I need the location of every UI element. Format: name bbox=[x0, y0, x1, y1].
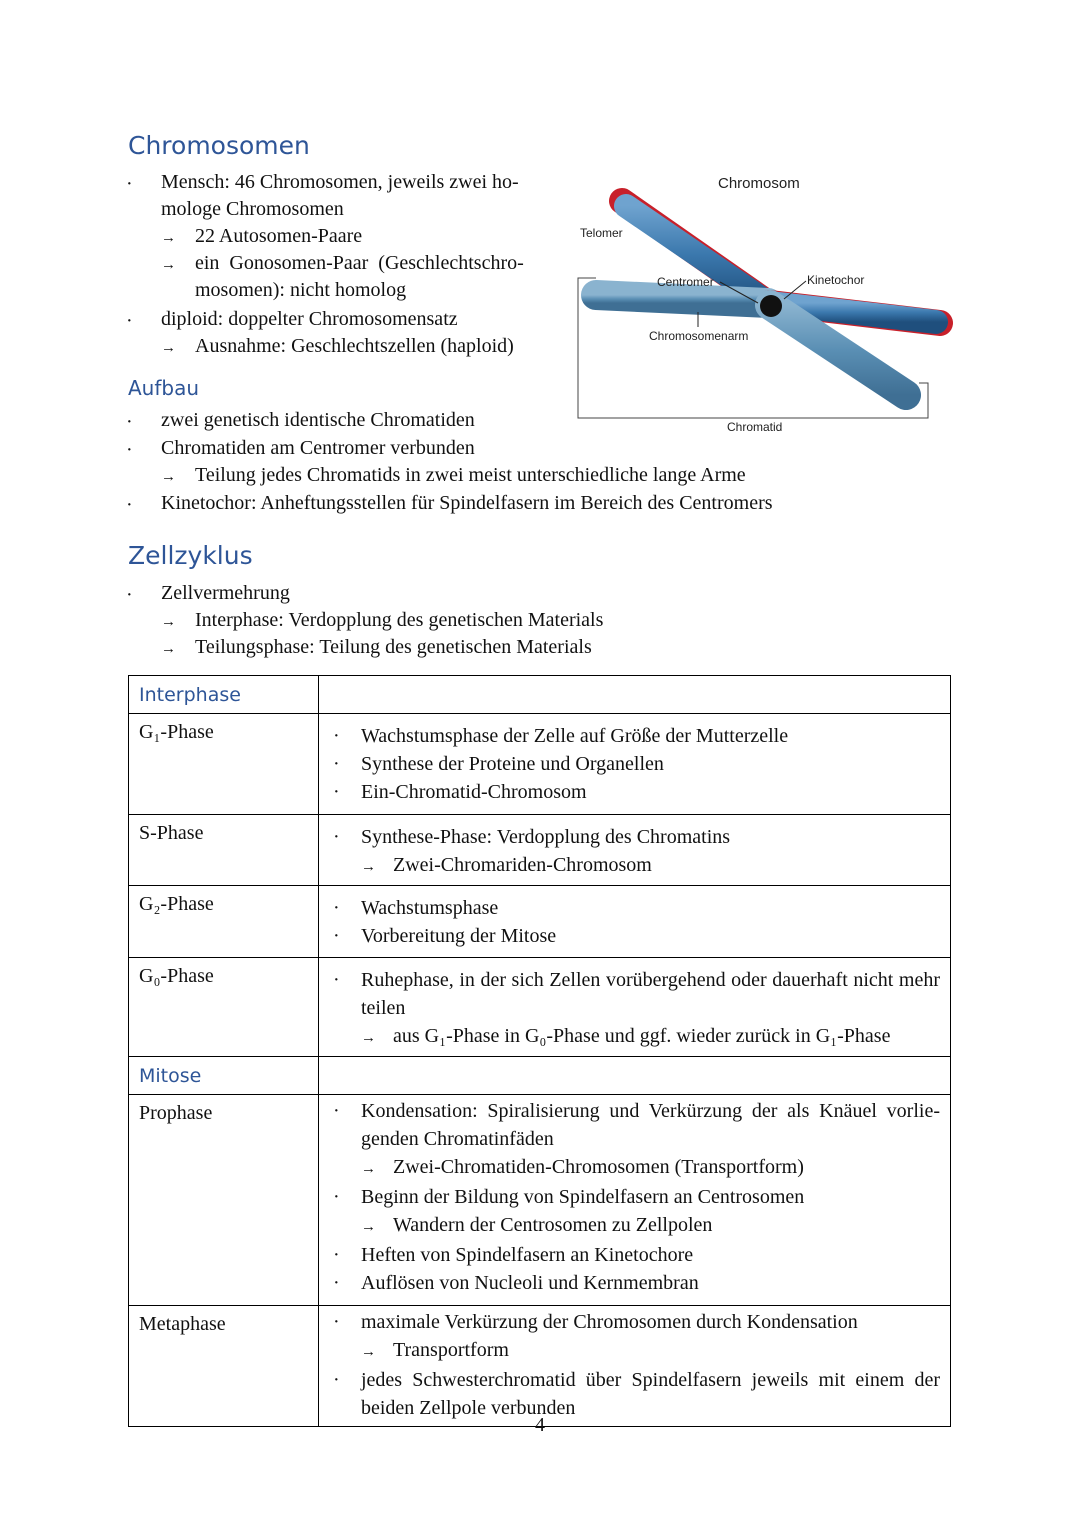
table-cell bbox=[319, 1095, 951, 1306]
table-row bbox=[129, 1095, 951, 1306]
label-chromatid: Chromatid bbox=[727, 420, 783, 434]
section-label-interphase: Interphase bbox=[139, 684, 241, 706]
phase-name: G₂-Phase bbox=[129, 886, 319, 958]
list-item: · Auflösen von Nucleoli und Kernmembran bbox=[333, 1272, 699, 1294]
text-line: mosomen): nicht homolog bbox=[195, 279, 407, 301]
arrow-icon: → bbox=[161, 257, 176, 273]
list-item: · Synthese der Proteine und Organellen bbox=[333, 753, 664, 775]
arrow-icon: → bbox=[161, 340, 176, 356]
bullet: · bbox=[126, 411, 133, 433]
arrow-icon: → bbox=[161, 614, 176, 630]
arrow-line bbox=[161, 634, 592, 663]
arrow-line bbox=[161, 333, 514, 362]
label-chromosomenarm: Chromosomenarm bbox=[649, 329, 749, 343]
arrow-icon: → bbox=[161, 641, 176, 657]
table-cell bbox=[319, 958, 951, 1057]
bullet: · bbox=[126, 439, 133, 461]
arrow-icon: → bbox=[161, 469, 176, 485]
table-row bbox=[129, 1306, 951, 1427]
list-item: · Wachstumsphase bbox=[333, 897, 499, 919]
chromosome-arm bbox=[596, 295, 768, 303]
chromosome-diagram bbox=[570, 165, 960, 440]
bullet: · bbox=[126, 173, 133, 195]
phase-name: S-Phase bbox=[129, 815, 319, 886]
table-section-cell bbox=[129, 1057, 319, 1095]
text-line: Zellvermehrung bbox=[161, 582, 290, 604]
table-row bbox=[129, 958, 951, 1057]
arrow-line bbox=[161, 462, 746, 491]
diagram-title: Chromosom bbox=[718, 175, 800, 192]
kinetochor-dot bbox=[760, 295, 782, 317]
section-title-zellzyklus: Zellzyklus bbox=[128, 541, 253, 570]
section-label-mitose: Mitose bbox=[139, 1065, 202, 1087]
sub-item: → Transportform bbox=[361, 1339, 509, 1361]
arrow-line bbox=[161, 250, 524, 279]
bullet: · bbox=[126, 310, 133, 332]
text-line: Mensch: 46 Chromosomen, jeweils zwei ho- bbox=[161, 171, 519, 193]
arrow-line bbox=[161, 607, 603, 636]
table-row bbox=[129, 815, 951, 886]
arrow-icon: → bbox=[161, 230, 176, 246]
table-cell bbox=[319, 714, 951, 815]
sub-item: → Wandern der Centrosomen zu Zellpolen bbox=[361, 1214, 713, 1236]
text-line: diploid: doppelter Chromosomensatz bbox=[161, 308, 458, 330]
text-line: mologe Chromosomen bbox=[161, 198, 344, 220]
sub-item: → Zwei-Chromatiden-Chromosomen (Transportform) bbox=[361, 1156, 804, 1178]
text: ein Gonosomen-Paar (Geschlechtschro- bbox=[195, 252, 524, 274]
text-line: Chromatiden am Centromer verbunden bbox=[161, 437, 475, 459]
list-item: · Ruhephase, in der sich Zellen vorübergehend oder dauerhaft nicht mehr teilen bbox=[333, 969, 940, 1019]
table-row bbox=[129, 676, 951, 714]
list-item: · Ein-Chromatid-Chromosom bbox=[333, 781, 587, 803]
sub-item: → Zwei-Chromariden-Chromosom bbox=[361, 854, 652, 876]
text: Teilung jedes Chromatids in zwei meist unterschiedliche lange Arme bbox=[195, 464, 746, 486]
arrow-line bbox=[161, 223, 362, 252]
phase-name: G₀-Phase bbox=[129, 958, 319, 1057]
phases-table bbox=[128, 675, 951, 1427]
phase-name: Metaphase bbox=[129, 1306, 319, 1427]
phase-name: Prophase bbox=[129, 1095, 319, 1306]
table-cell bbox=[319, 676, 951, 714]
list-item: · jedes Schwesterchromatid über Spindelfasern jeweils mit einem der beiden Zellpole verbunden bbox=[333, 1369, 940, 1419]
label-centromer: Centromer bbox=[657, 275, 714, 289]
table-section-cell bbox=[129, 676, 319, 714]
label-kinetochor: Kinetochor bbox=[807, 273, 865, 287]
table-row bbox=[129, 714, 951, 815]
list-item: · Beginn der Bildung von Spindelfasern an Centrosomen bbox=[333, 1186, 805, 1208]
list-item: · Heften von Spindelfasern an Kinetochore bbox=[333, 1244, 694, 1266]
phase-name: G₁-Phase bbox=[129, 714, 319, 815]
text: 22 Autosomen-Paare bbox=[195, 225, 363, 247]
text: Interphase: Verdopplung des genetischen Materials bbox=[195, 609, 604, 631]
text-line: Kinetochor: Anheftungsstellen für Spindelfasern im Bereich des Centromers bbox=[161, 492, 773, 514]
table-cell bbox=[319, 815, 951, 886]
text: Teilungsphase: Teilung des genetischen Materials bbox=[195, 636, 592, 658]
section-title-aufbau: Aufbau bbox=[128, 376, 200, 400]
label-telomer: Telomer bbox=[580, 226, 623, 240]
sub-item: → aus G₁-Phase in G₀-Phase und ggf. wieder zurück in G₁-Phase bbox=[361, 1025, 891, 1047]
list-item: · maximale Verkürzung der Chromosomen durch Kondensation bbox=[333, 1311, 858, 1333]
bullet: · bbox=[126, 494, 133, 516]
section-title-chromosomen: Chromosomen bbox=[128, 131, 310, 160]
table-cell bbox=[319, 1057, 951, 1095]
list-item: · Wachstumsphase der Zelle auf Größe der Mutterzelle bbox=[333, 725, 789, 747]
list-item: · Synthese-Phase: Verdopplung des Chromatins bbox=[333, 826, 731, 848]
table-cell bbox=[319, 886, 951, 958]
bullet: · bbox=[126, 584, 133, 606]
table-cell bbox=[319, 1306, 951, 1427]
list-item: · Kondensation: Spiralisierung und Verkürzung der als Knäuel vorlie-genden Chromatinfäden bbox=[333, 1100, 940, 1150]
text-line: zwei genetisch identische Chromatiden bbox=[161, 409, 475, 431]
text: Ausnahme: Geschlechtszellen (haploid) bbox=[195, 335, 514, 357]
list-item: · Vorbereitung der Mitose bbox=[333, 925, 557, 947]
table-row bbox=[129, 886, 951, 958]
page-number: 4 bbox=[535, 1414, 545, 1436]
table-row bbox=[129, 1057, 951, 1095]
